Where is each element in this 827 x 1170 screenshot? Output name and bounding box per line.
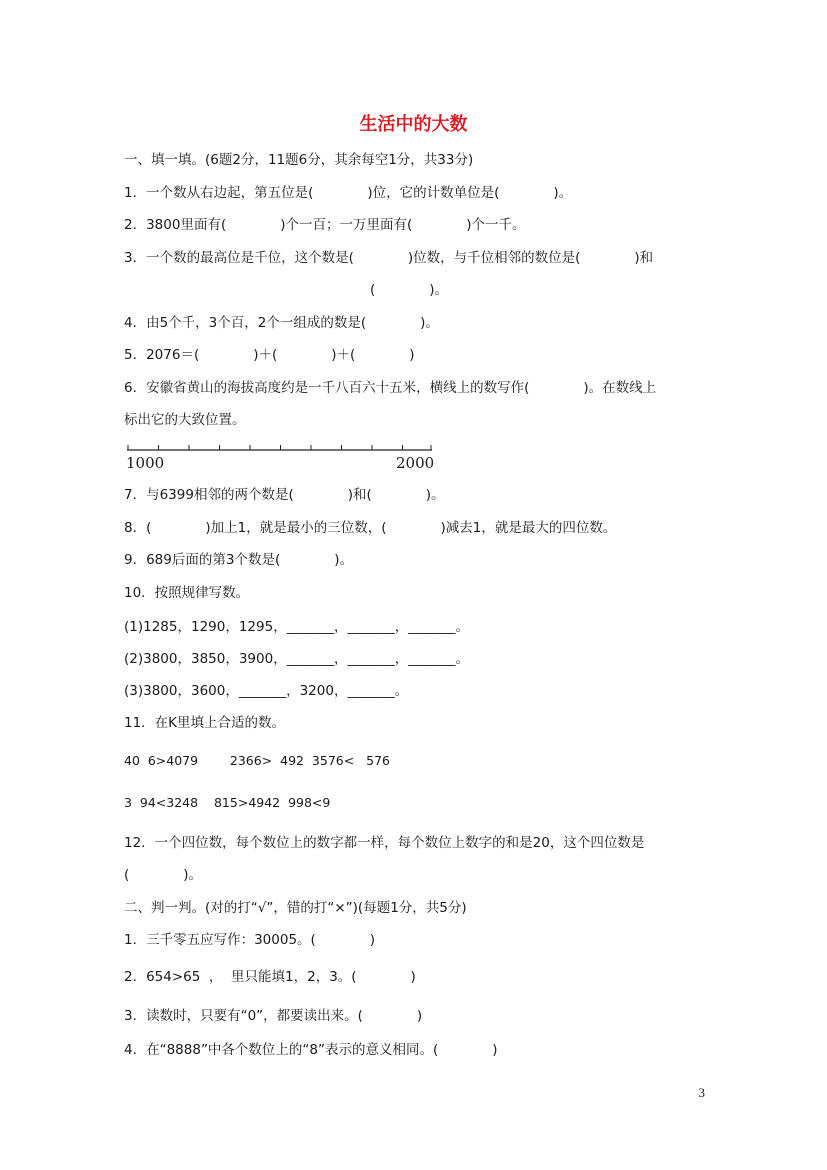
number-line-end-label: 2000 (396, 454, 435, 472)
question-3-line2: ( )。 (370, 282, 449, 298)
question-10-part3: (3)3800，3600，_______，3200，_______。 (124, 683, 409, 699)
judge-4: 4．在“8888”中各个数位上的“8”表示的意义相同。( ) (124, 1042, 498, 1058)
question-10-part2: (2)3800，3850，3900，_______，_______，_______。 (124, 651, 469, 667)
question-5: 5．2076＝( )＋( )＋( ) (124, 347, 415, 363)
question-9: 9．689后面的第3个数是( )。 (124, 552, 353, 568)
question-12-line1: 12．一个四位数，每个数位上的数字都一样，每个数位上数字的和是20，这个四位数是 (124, 835, 645, 851)
question-11-row1: 40 6>4079 2366> 492 3576< 576 (124, 753, 390, 768)
section1-heading: 一、填一填。(6题2分，11题6分，其余每空1分，共33分) (124, 152, 474, 168)
question-10-part1: (1)1285，1290，1295，_______，_______，_______。 (124, 619, 469, 635)
question-2: 2．3800里面有( )个一百；一万里面有( )个一千。 (124, 217, 526, 233)
page-number: 3 (698, 1085, 705, 1100)
question-11: 11．在K里填上合适的数。 (124, 715, 286, 731)
judge-1: 1．三千零五应写作：30005。( ) (124, 932, 376, 948)
number-line-axis (124, 440, 436, 454)
number-line-start-label: 1000 (126, 454, 165, 472)
question-12-line2: ( )。 (124, 867, 203, 883)
section2-heading: 二、判一判。(对的打“√”，错的打“×”)(每题1分，共5分) (124, 900, 467, 916)
question-6-line2: 标出它的大致位置。 (124, 412, 246, 428)
question-6-line1: 6．安徽省黄山的海拔高度约是一千八百六十五米，横线上的数写作( )。在数线上 (124, 380, 657, 396)
judge-2: 2．654>65 ， 里只能填1，2，3。( ) (124, 969, 416, 985)
question-7: 7．与6399相邻的两个数是( )和( )。 (124, 487, 445, 503)
question-1: 1．一个数从右边起，第五位是( )位，它的计数单位是( )。 (124, 185, 573, 201)
question-8: 8．( )加上1，就是最小的三位数，( )减去1，就是最大的四位数。 (124, 520, 617, 536)
question-4: 4．由5个千，3个百，2个一组成的数是( )。 (124, 315, 439, 331)
question-3-line1: 3．一个数的最高位是千位，这个数是( )位数，与千位相邻的数位是( )和 (124, 250, 654, 266)
judge-3: 3．读数时，只要有“0”，都要读出来。( ) (124, 1008, 423, 1024)
page-title: 生活中的大数 (359, 114, 468, 135)
question-11-row2: 3 94<3248 815>4942 998<9 (124, 795, 331, 810)
question-10: 10．按照规律写数。 (124, 585, 250, 601)
